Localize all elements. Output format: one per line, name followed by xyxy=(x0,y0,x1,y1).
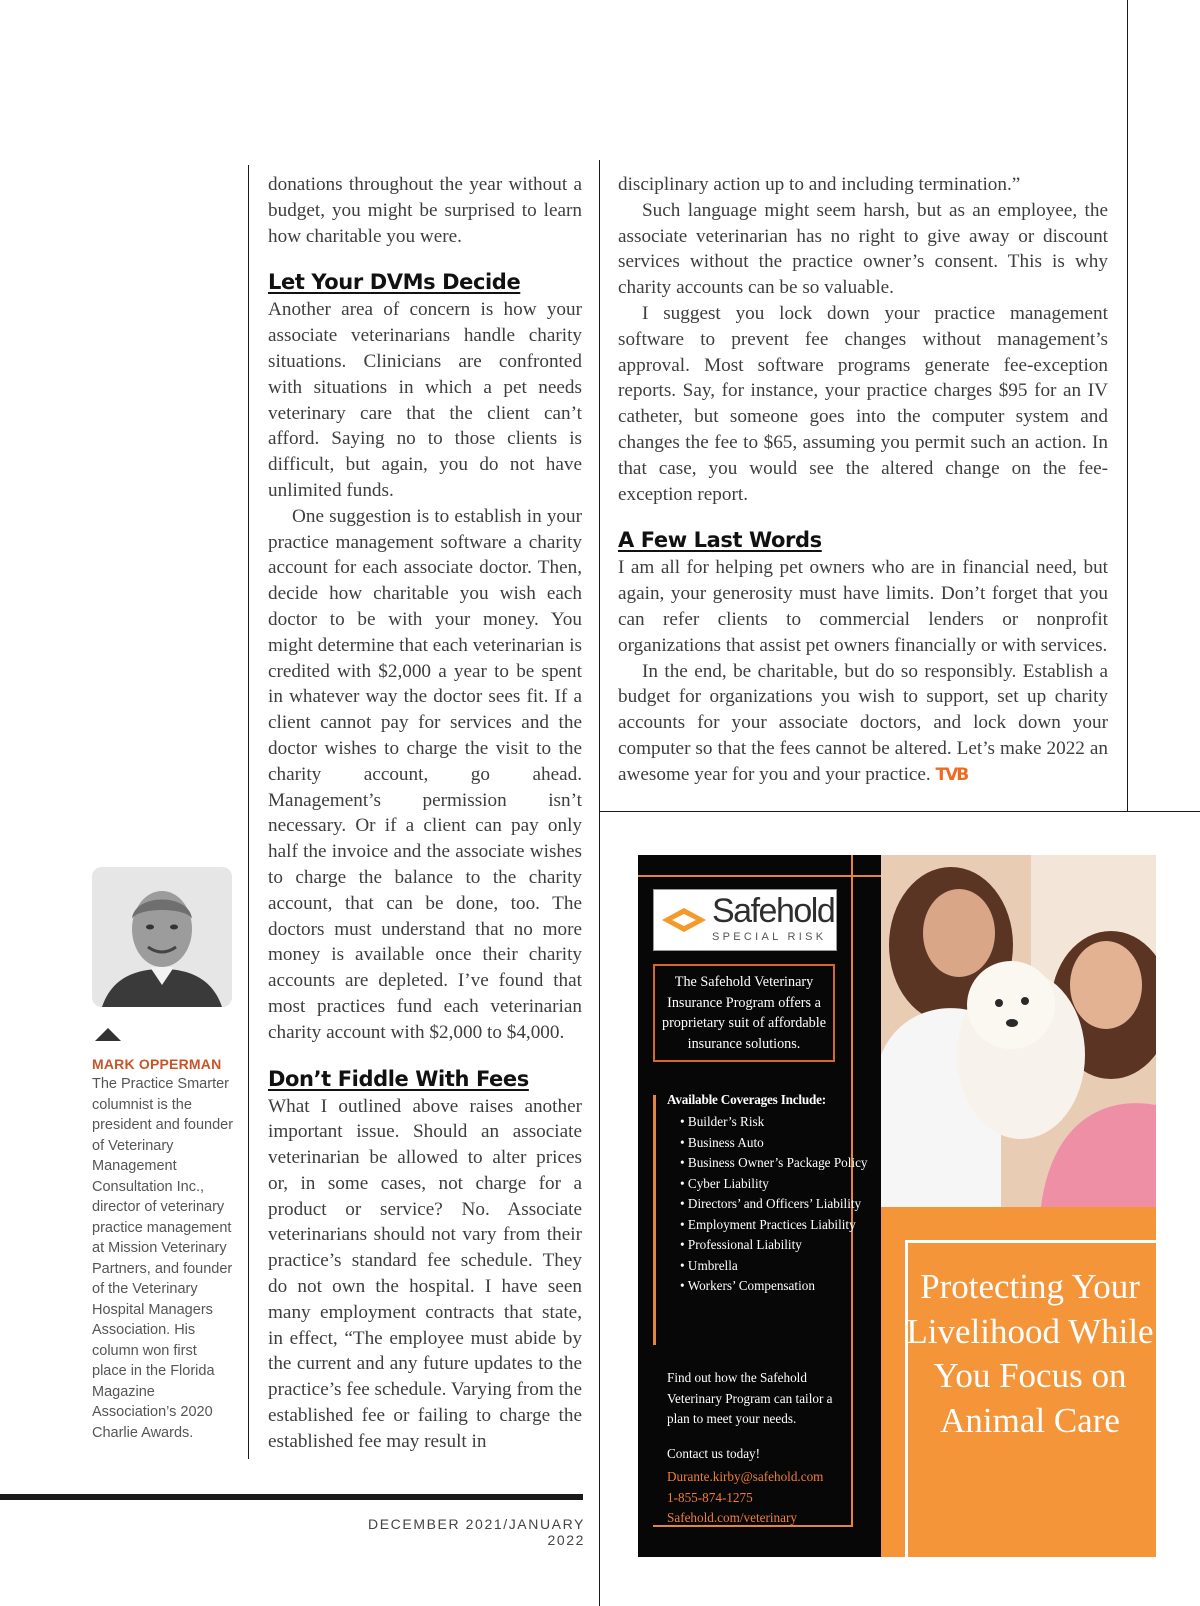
list-item: • Employment Practices Liability xyxy=(667,1215,868,1236)
safehold-advertisement[interactable] xyxy=(638,855,1156,1557)
ad-tagline: Protecting Your Livelihood While You Focus on Animal Care xyxy=(906,1267,1154,1440)
list-item: • Business Auto xyxy=(667,1133,868,1154)
tvb-end-mark: TVB xyxy=(935,764,968,785)
paragraph: What I outlined above raises another important issue. Should an associate veterinarian be allowed to alter prices or, in some cases, not charge for a product or service? No. Associate veterinarians should not vary from their practice’s standard fee schedule. They do not own the hospital. I have seen many employment contracts that state, in effect, “The employee must abide by the current and any future updates to the practice’s fee schedule. Varying from the established fee or failing to charge the established fee may result in xyxy=(268,1095,582,1452)
paragraph: One suggestion is to establish in your practice management software a charity account for each associate doctor. Then, decide how charitable you wish each doctor to be with your money. You might determine that each veterinarian is credited with $2,000 a year to be spent in whatever way the doctor sees fit. If a client cannot pay for services and the doctor wishes to charge the visit to the charity account, go ahead. Management’s permission isn’t necessary. Or if a client can pay only half the invoice and the associate wishes to charge the balance to the charity account, that can be done, too. The doctors must understand that no more money is available once their charity accounts are depleted. I’ve found that most practices fund each veterinarian charity account with $2,000 to $4,000. xyxy=(268,505,582,1043)
vet-dog-illustration-icon xyxy=(881,855,1156,1207)
section-heading: Don’t Fiddle With Fees xyxy=(268,1066,529,1091)
paragraph: donations throughout the year without a budget, you might be surprised to learn how charitable you were. xyxy=(268,174,582,247)
rule-right-edge xyxy=(1127,0,1128,812)
contact-label: Contact us today! xyxy=(667,1446,761,1461)
paragraph: disciplinary action up to and including termination.” xyxy=(618,174,1021,195)
triangle-marker-icon xyxy=(95,1028,121,1041)
list-item: • Workers’ Compensation xyxy=(667,1276,868,1297)
contact-email-link[interactable]: Durante.kirby@safehold.com xyxy=(667,1469,824,1484)
safehold-logo xyxy=(653,889,837,951)
list-item: • Business Owner’s Package Policy xyxy=(667,1153,868,1174)
rule-ad-top xyxy=(600,811,1200,812)
contact-phone-link[interactable]: 1-855-874-1275 xyxy=(667,1489,753,1505)
list-item: • Umbrella xyxy=(667,1256,868,1277)
paragraph: Another area of concern is how your associate veterinarians handle charity situations. Clinicians are confronted with situations in which a pet needs veterinary care that the client can’t afford. Saying no to those clients is difficult, but again, you do not have unlimited funds. xyxy=(268,299,582,501)
paragraph xyxy=(618,659,1108,789)
article-column-1 xyxy=(268,172,582,1455)
paragraph: I suggest you lock down your practice management software to prevent fee changes without management’s approval. Most software programs generate fee-exception reports. Say, for instance, your practice charges $95 for an IV catheter, but someone goes into the computer system and changes the fee to $65, assuming you permit such an action. In that case, you would see the altered change on the fee-exception report. xyxy=(618,302,1108,505)
coverages-title: Available Coverages Include: xyxy=(667,1092,826,1107)
paragraph: Such language might seem harsh, but as an employee, the associate veterinarian has no right to give away or discount services without the practice owner’s consent. This is why charity accounts can be so valuable. xyxy=(618,199,1108,299)
ad-find-out: Find out how the Safehold Veterinary Program can tailor a plan to meet your needs. xyxy=(667,1370,833,1426)
author-name: MARK OPPERMAN xyxy=(92,1056,222,1072)
author-bio: The Practice Smarter columnist is the president and founder of Veterinary Management Consultation Inc., director of veterinary practice management at Mission Veterinary Partners, and founder of the Veterinary Hospital Managers Association. His column won first place in the Florida Magazine Association’s 2020 Charlie Awards. xyxy=(92,1076,234,1441)
paragraph: I am all for helping pet owners who are in financial need, but again, your generosity must have limits. Don’t forget that you can refer clients to commercial lenders or nonprofit organizations that assist pet owners financially or with services. xyxy=(618,557,1108,656)
contact-website-link[interactable]: Safehold.com/veterinary xyxy=(667,1510,797,1525)
paragraph-text: In the end, be charitable, but do so responsibly. Establish a budget for organizations you wish to support, set up charity accounts for your associate doctors, and lock down your computer so that the fees cannot be altered. Let’s make 2022 an awesome year for you and your practice. xyxy=(618,660,1108,785)
author-portrait-icon xyxy=(92,867,232,1007)
coverages-list xyxy=(667,1112,868,1297)
issue-date: DECEMBER 2021/JANUARY 2022 xyxy=(368,1516,585,1548)
contact-details xyxy=(667,1467,823,1529)
article-column-2 xyxy=(618,172,1108,789)
rule-footer xyxy=(0,1494,583,1500)
section-heading: A Few Last Words xyxy=(618,528,822,553)
vet-with-dog-photo xyxy=(881,855,1156,1207)
safehold-logo-icon xyxy=(656,890,712,950)
rule-left-column xyxy=(248,165,249,1459)
list-item: • Cyber Liability xyxy=(667,1174,868,1195)
list-item: • Professional Liability xyxy=(667,1235,868,1256)
ad-offer: The Safehold Veterinary Insurance Program offers a proprietary suit of affordable insurance solutions. xyxy=(653,964,835,1062)
brand-subtitle: SPECIAL RISK xyxy=(712,931,827,943)
section-heading: Let Your DVMs Decide xyxy=(268,270,521,295)
list-item: • Directors’ and Officers’ Liability xyxy=(667,1194,868,1215)
list-item: • Builder’s Risk xyxy=(667,1112,868,1133)
rule-center-column xyxy=(599,160,600,1606)
ad-accent-line xyxy=(638,875,881,877)
brand-name: Safehold xyxy=(712,892,835,930)
coverages-accent-bar xyxy=(653,1095,656,1345)
author-photo xyxy=(92,867,232,1007)
